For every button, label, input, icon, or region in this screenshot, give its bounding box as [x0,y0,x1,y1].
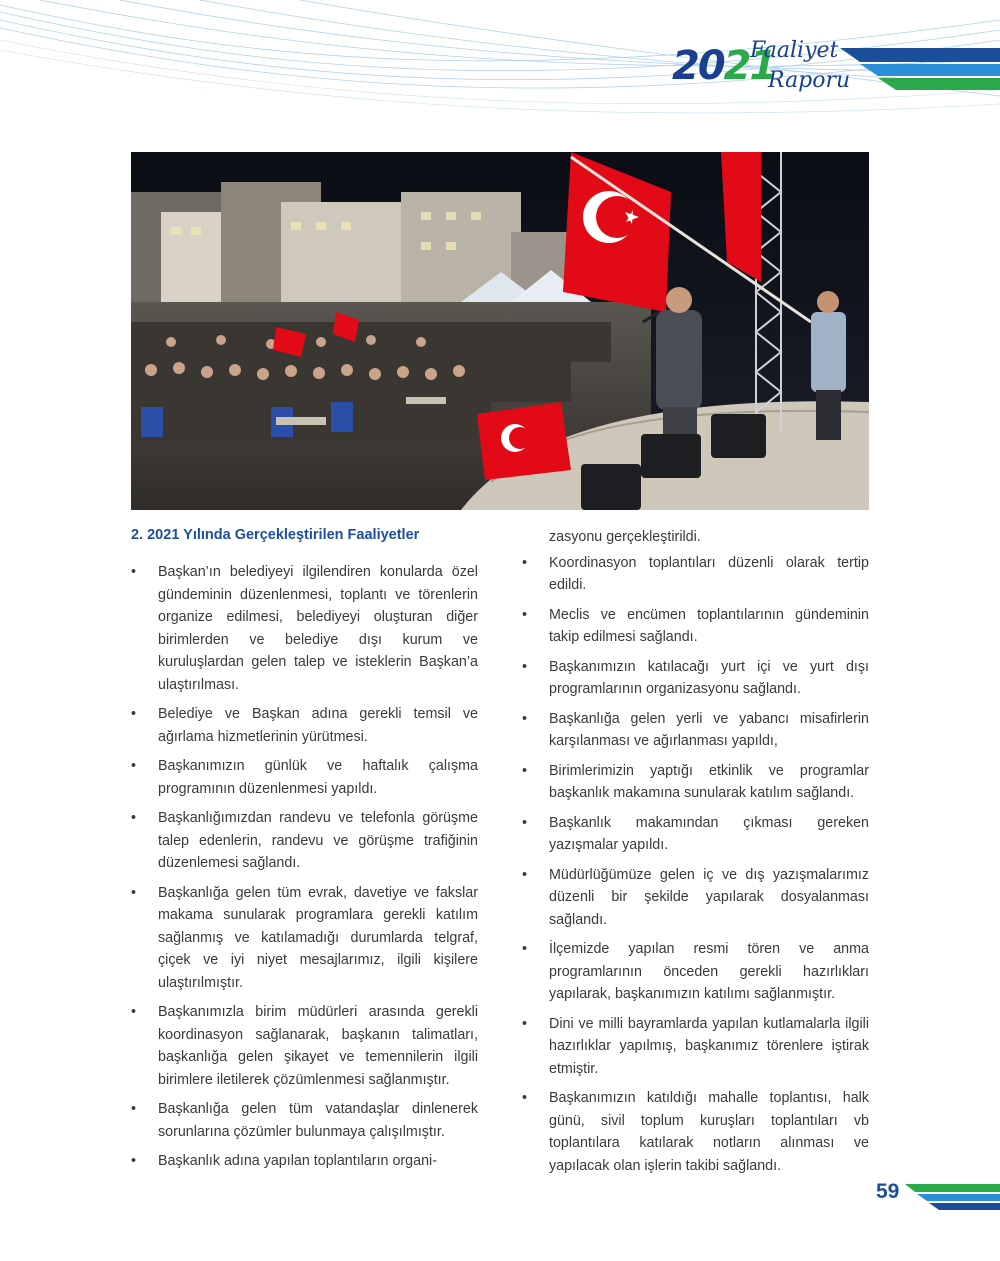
list-item: • Meclis ve encümen toplantılarının gündeminin takip edilmesi sağlandı. [522,604,869,649]
header-wave-decoration [0,0,1000,130]
activities-list-right [522,526,869,1184]
logo-line2: Raporu [768,68,851,93]
list-item: • Başkanlığa gelen tüm vatandaşlar dinlenerek sorunlarına çözümler bulunmaya çalışılmıştır. [131,1098,478,1143]
list-item: • Başkanlık makamından çıkması gereken yazışmalar yapıldı. [522,812,869,857]
logo-line1: Faaliyet [750,38,839,63]
list-item: • İlçemizde yapılan resmi tören ve anma programlarının önceden gerekli hazırlıkları yapılarak, başkanımızın katılımı sağlanmıştır. [522,938,869,1006]
list-item: • Müdürlüğümüze gelen iç ve dış yazışmalarımız düzenli bir şekilde yapılarak dosyalanması sağlandı. [522,864,869,932]
list-item: • Birimlerimizin yaptığı etkinlik ve programlar başkanlık makamına sunularak katılım sağlandı. [522,760,869,805]
logo-year: 2021 [672,43,776,89]
list-item: • Başkan’ın belediyeyi ilgilendiren konularda özel gündeminin düzenlenmesi, toplantı ve törenlerin organize edilmesi, belediyeyi oluşturan diğer birimlerden ve belediye dışı kurum ve kuruluşlardan gelen talep ve isteklerin Başkan’a ulaştırılması. [131,561,478,696]
list-item: • Başkanlığa gelen yerli ve yabancı misafirlerin karşılanması ve ağırlanması yapıldı, [522,708,869,753]
event-photo [131,152,869,510]
list-item: • Dini ve milli bayramlarda yapılan kutlamalarla ilgili hazırlıklar yapılmış, başkanımız törenlere iştirak etmiştir. [522,1013,869,1081]
footer-stripe-decoration [905,1184,1000,1210]
report-logo [672,38,851,108]
list-item: • Başkanımızın katıldığı mahalle toplantısı, halk günü, sivil toplum kuruşları toplantıları vb toplantılara katılarak notların alınması ve yapılacak olan işlerin takibi sağlandı. [522,1087,869,1177]
list-item: • Başkanımızla birim müdürleri arasında gerekli koordinasyon sağlanarak, başkanın talimatları, başkanlığa gelen şikayet ve temennilerin ilgili birimlere iletilerek çözümlenmesi sağlanmıştır. [131,1001,478,1091]
list-item: • Koordinasyon toplantıları düzenli olarak tertip edildi. [522,552,869,597]
list-item: • Başkanlığımızdan randevu ve telefonla görüşme talep edenlerin, randevu ve görüşme trafiğinin düzenlemesi sağlandı. [131,807,478,875]
list-item: • Başkanımızın katılacağı yurt içi ve yurt dışı programlarının organizasyonu sağlandı. [522,656,869,701]
list-item: • Başkanımızın günlük ve haftalık çalışma programının düzenlenmesi yapıldı. [131,755,478,800]
section-title: 2. 2021 Yılında Gerçekleştirilen Faaliyetler [131,527,420,543]
list-item: • Başkanlığa gelen tüm evrak, davetiye ve fakslar makama sunularak programlara gerekli katılım sağlanmış ve katılamadığı durumlarda telgraf, çiçek ve iyi niyet mesajlarımız, ilgili kişilere ulaştırılmıştır. [131,882,478,995]
list-item: • Başkanlık adına yapılan toplantıların organi- [131,1150,478,1173]
page-number: 59 [876,1180,900,1203]
activities-list-left [131,561,478,1180]
list-item-continuation: zasyonu gerçekleştirildi. [549,529,701,545]
list-item: • Belediye ve Başkan adına gerekli temsil ve ağırlama hizmetlerinin yürütmesi. [131,703,478,748]
